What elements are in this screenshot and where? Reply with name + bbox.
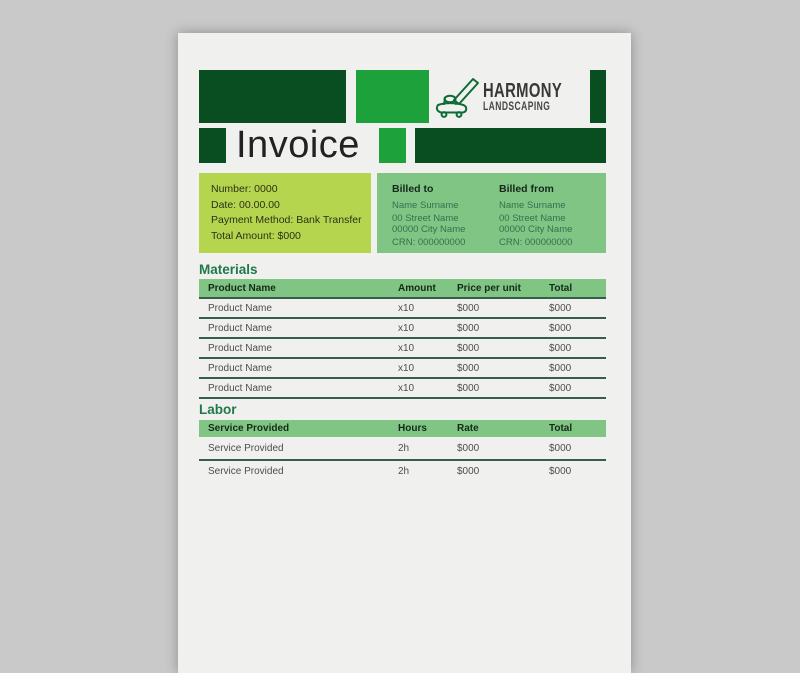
materials-row — [199, 377, 606, 397]
cell-price: $000 — [457, 322, 480, 334]
labor-row — [199, 437, 606, 459]
billed-to-street: 00 Street Name — [392, 212, 459, 224]
cell-amount: x10 — [398, 342, 415, 354]
cell-product: Product Name — [208, 342, 272, 354]
title-accent-bar — [415, 128, 606, 163]
invoice-page — [178, 33, 631, 673]
materials-col-price: Price per unit — [457, 282, 521, 294]
billed-to-section — [392, 183, 499, 253]
materials-col-product: Product Name — [208, 282, 276, 294]
cell-amount: x10 — [398, 302, 415, 314]
labor-table — [199, 437, 606, 481]
labor-col-total: Total — [549, 423, 573, 434]
materials-row — [199, 337, 606, 357]
billed-from-heading: Billed from — [499, 183, 554, 195]
invoice-details-box — [199, 173, 371, 253]
cell-total: $000 — [549, 342, 572, 354]
cell-amount: x10 — [398, 382, 415, 394]
materials-col-total: Total — [549, 282, 573, 294]
labor-col-rate: Rate — [457, 423, 479, 434]
cell-price: $000 — [457, 302, 480, 314]
billed-to-name: Name Surname — [392, 200, 459, 211]
materials-row — [199, 317, 606, 337]
invoice-title: Invoice — [236, 124, 360, 166]
cell-rate: $000 — [457, 465, 480, 477]
billing-box — [377, 173, 606, 253]
materials-header-row — [199, 279, 606, 297]
cell-total: $000 — [549, 382, 572, 394]
cell-product: Product Name — [208, 322, 272, 334]
title-row — [199, 124, 606, 166]
labor-header-row — [199, 420, 606, 437]
title-accent-square-dark — [199, 128, 226, 163]
materials-row — [199, 357, 606, 377]
brand-logo — [434, 70, 590, 123]
cell-hours: 2h — [398, 442, 410, 454]
cell-product: Product Name — [208, 362, 272, 374]
cell-total: $000 — [549, 465, 572, 477]
cell-total: $000 — [549, 302, 572, 314]
total-amount: Total Amount: $000 — [211, 229, 301, 242]
invoice-number: Number: 0000 — [211, 183, 278, 195]
brand-tagline: LANDSCAPING — [483, 100, 551, 113]
header-block-green — [356, 70, 430, 123]
materials-table — [199, 297, 606, 399]
billed-from-crn: CRN: 000000000 — [499, 237, 573, 249]
cell-hours: 2h — [398, 465, 410, 477]
cell-service: Service Provided — [208, 465, 284, 477]
billed-from-section — [499, 183, 606, 253]
cell-price: $000 — [457, 362, 480, 374]
labor-col-hours: Hours — [398, 423, 427, 434]
cell-total: $000 — [549, 362, 572, 374]
billed-from-city: 00000 City Name — [499, 223, 573, 235]
header-accent-bar — [590, 70, 606, 123]
cell-price: $000 — [457, 382, 480, 394]
billed-from-street: 00 Street Name — [499, 212, 566, 224]
cell-rate: $000 — [457, 442, 480, 454]
header-block-dark — [199, 70, 346, 123]
billed-to-city: 00000 City Name — [392, 223, 466, 235]
cell-total: $000 — [549, 322, 572, 334]
billed-to-heading: Billed to — [392, 183, 434, 195]
billed-to-crn: CRN: 000000000 — [392, 237, 466, 249]
materials-col-amount: Amount — [398, 282, 436, 294]
title-accent-square-green — [379, 128, 406, 163]
materials-row — [199, 297, 606, 317]
brand-name: HARMONY — [483, 79, 563, 102]
info-boxes-row — [199, 173, 606, 253]
cell-amount: x10 — [398, 362, 415, 374]
cell-price: $000 — [457, 342, 480, 354]
labor-row — [199, 459, 606, 481]
header-art-row — [199, 70, 606, 123]
lawn-mower-icon — [434, 76, 480, 118]
labor-section-heading: Labor — [199, 402, 237, 417]
billed-from-name: Name Surname — [499, 200, 566, 211]
cell-total: $000 — [549, 442, 572, 454]
materials-section-heading: Materials — [199, 262, 258, 277]
labor-col-service: Service Provided — [208, 423, 290, 434]
cell-product: Product Name — [208, 302, 272, 314]
payment-method: Payment Method: Bank Transfer — [211, 214, 362, 226]
cell-amount: x10 — [398, 322, 415, 334]
cell-product: Product Name — [208, 382, 272, 394]
cell-service: Service Provided — [208, 442, 284, 454]
invoice-date: Date: 00.00.00 — [211, 198, 280, 211]
